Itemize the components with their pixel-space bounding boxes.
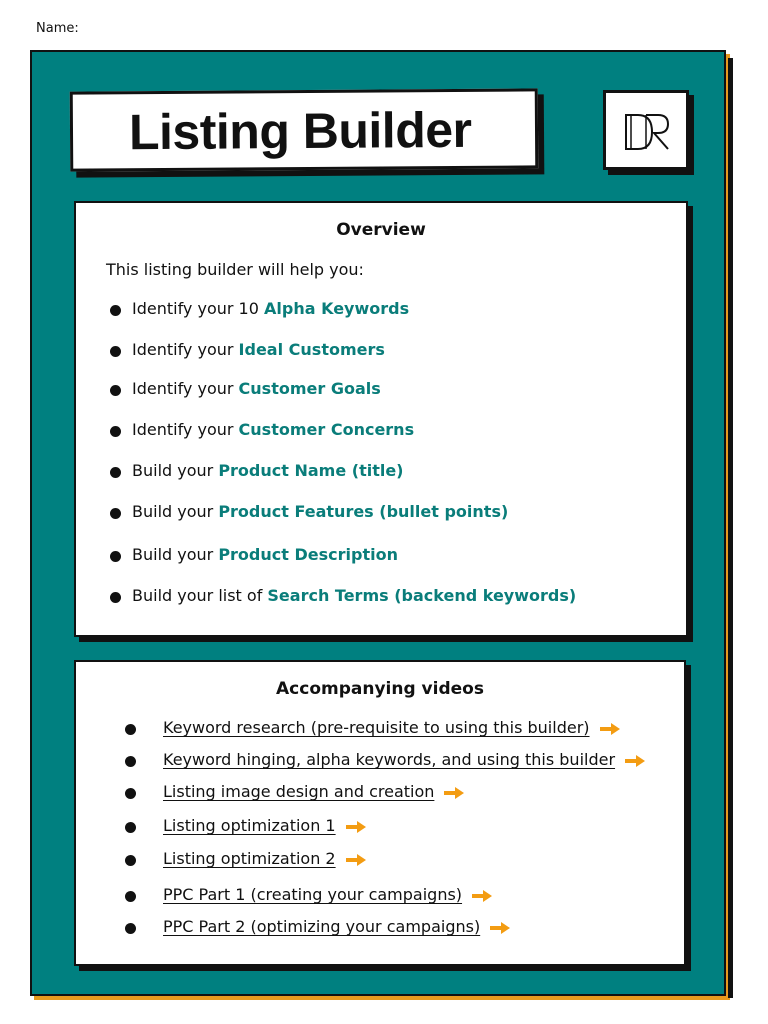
item-prefix: Build your xyxy=(132,502,219,521)
overview-item-alpha-keywords xyxy=(132,299,409,318)
name-label: Name: xyxy=(36,21,79,36)
video-link-ppc-part-1[interactable]: PPC Part 1 (creating your campaigns) xyxy=(163,885,463,904)
item-highlight: Customer Concerns xyxy=(238,420,415,439)
bullet-dot xyxy=(125,822,136,833)
video-link-optimization-2[interactable]: Listing optimization 2 xyxy=(163,849,336,868)
arrow-right-icon[interactable] xyxy=(345,820,367,834)
overview-item-customer-concerns xyxy=(132,420,414,439)
bullet-dot xyxy=(110,551,121,562)
video-item xyxy=(163,917,511,936)
bullet-dot xyxy=(110,467,121,478)
arrow-right-icon[interactable] xyxy=(443,786,465,800)
item-highlight: Search Terms (backend keywords) xyxy=(267,586,577,605)
overview-card xyxy=(74,201,688,637)
item-prefix: Identify your xyxy=(132,340,239,359)
item-highlight: Alpha Keywords xyxy=(264,299,410,318)
bullet-dot xyxy=(125,891,136,902)
arrow-right-icon[interactable] xyxy=(489,921,511,935)
arrow-right-icon[interactable] xyxy=(345,853,367,867)
overview-item-product-description xyxy=(132,545,398,564)
video-item xyxy=(163,782,465,801)
overview-item-ideal-customers xyxy=(132,340,385,359)
video-link-image-design[interactable]: Listing image design and creation xyxy=(163,782,435,801)
title-box xyxy=(70,88,539,171)
video-link-keyword-research[interactable]: Keyword research (pre-requisite to using this builder) xyxy=(163,718,590,737)
overview-item-product-features xyxy=(132,502,508,521)
bullet-dot xyxy=(110,346,121,357)
item-prefix: Build your xyxy=(132,545,219,564)
arrow-right-icon[interactable] xyxy=(624,754,646,768)
arrow-right-icon[interactable] xyxy=(471,889,493,903)
item-highlight: Product Features (bullet points) xyxy=(218,502,509,521)
item-prefix: Identify your xyxy=(132,379,239,398)
item-prefix: Build your list of xyxy=(132,586,268,605)
item-prefix: Identify your 10 xyxy=(132,299,264,318)
video-item xyxy=(163,750,646,769)
video-item xyxy=(163,849,367,868)
video-item xyxy=(163,718,621,737)
logo-box xyxy=(603,90,689,170)
bullet-dot xyxy=(125,756,136,767)
videos-card xyxy=(74,660,686,966)
bullet-dot xyxy=(110,426,121,437)
arrow-right-icon[interactable] xyxy=(599,722,621,736)
video-item xyxy=(163,816,367,835)
bullet-dot xyxy=(110,385,121,396)
page-title: Listing Builder xyxy=(128,101,472,161)
video-link-ppc-part-2[interactable]: PPC Part 2 (optimizing your campaigns) xyxy=(163,917,481,936)
video-link-optimization-1[interactable]: Listing optimization 1 xyxy=(163,816,336,835)
bullet-dot xyxy=(125,788,136,799)
bullet-dot xyxy=(125,724,136,735)
overview-item-product-name xyxy=(132,461,404,480)
item-highlight: Product Name (title) xyxy=(218,461,404,480)
item-highlight: Customer Goals xyxy=(238,379,381,398)
overview-intro: This listing builder will help you: xyxy=(106,260,364,279)
bullet-dot xyxy=(110,305,121,316)
item-highlight: Ideal Customers xyxy=(238,340,385,359)
bullet-dot xyxy=(110,508,121,519)
item-highlight: Product Description xyxy=(218,545,398,564)
overview-item-search-terms xyxy=(132,586,576,605)
overview-heading: Overview xyxy=(336,220,426,240)
videos-heading: Accompanying videos xyxy=(276,679,484,699)
bullet-dot xyxy=(125,923,136,934)
bullet-dot xyxy=(110,592,121,603)
item-prefix: Build your xyxy=(132,461,219,480)
overview-item-customer-goals xyxy=(132,379,381,398)
item-prefix: Identify your xyxy=(132,420,239,439)
video-item xyxy=(163,885,493,904)
video-link-keyword-hinging[interactable]: Keyword hinging, alpha keywords, and using this builder xyxy=(163,750,616,769)
bullet-dot xyxy=(125,855,136,866)
dr-logo-icon xyxy=(624,113,670,151)
